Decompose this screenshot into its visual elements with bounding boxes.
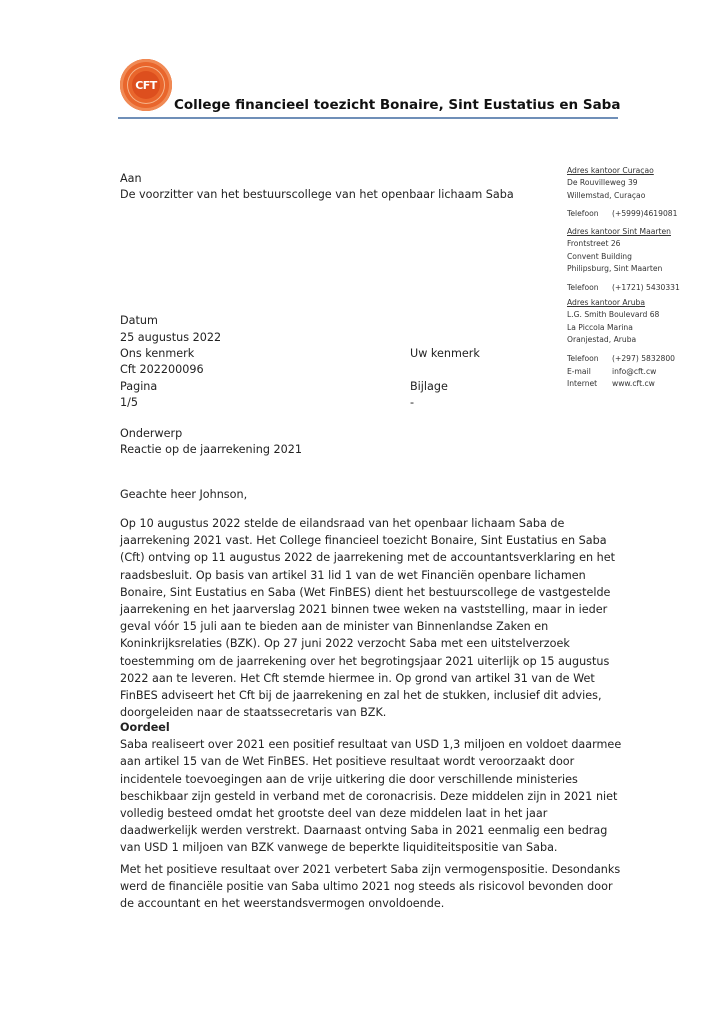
office-address-line: De Rouvilleweg 39 [567,178,638,188]
subject-label: Onderwerp [120,427,183,440]
office-address-line: Frontstreet 26 [567,239,621,249]
attachment-label: Bijlage [410,380,448,393]
office-phone: (+5999)4619081 [612,209,678,219]
cft-logo-text: CFT [132,71,160,99]
phone-label: Telefoon [567,353,599,363]
date-label: Datum [120,314,158,327]
phone-label: Telefoon [567,209,599,219]
oordeel-text: Saba realiseert over 2021 een positief resultaat van USD 1,3 miljoen en voldoet daarmee aan artikel 15 van de Wet FinBES. Het positieve resultaat wordt veroorzaakt door incidentele toevoegingen aan de vrije uitkering die door verschillende ministeries beschikbaar zijn gesteld in verband met de coronacrisis. Deze middelen zijn in 2021 niet volledig besteed omdat het grootste deel van deze middelen laat in het jaar daadwerkelijk werden verstrekt. Daarnaast ontving Saba in 2021 eenmalig een bedrag van USD 1 miljoen van BZK vanwege de beperkte liquiditeitspositie van Saba. [120,738,622,855]
intro-paragraph [120,515,625,721]
position-text: Met het positieve resultaat over 2021 verbetert Saba zijn vermogenspositie. Desondanks werd de financiële positie van Saba ultimo 2021 nog steeds als risicovol bevonden door de accountant en het weerstandsvermogen onvoldoende. [120,863,621,911]
salutation: Geachte heer Johnson, [120,488,248,501]
oordeel-heading: Oordeel [120,721,170,734]
office-phone: (+1721) 5430331 [612,282,680,292]
office-title: Adres kantoor Aruba [567,298,646,307]
office-title: Adres kantoor Sint Maarten [567,227,671,236]
attachment-value: - [410,396,415,409]
our-reference-label: Ons kenmerk [120,347,195,360]
office-address-line: Philipsburg, Sint Maarten [567,264,663,274]
cft-logo [120,59,172,111]
office-sint-maarten [567,226,680,294]
office-address-line: Oranjestad, Aruba [567,335,637,345]
position-paragraph [120,861,625,913]
office-address-line: Willemstad, Curaçao [567,190,646,200]
office-address-line: L.G. Smith Boulevard 68 [567,310,660,320]
office-phone: (+297) 5832800 [612,353,676,363]
internet-label: Internet [567,379,598,389]
email-link[interactable]: info@cft.cw [612,367,657,376]
addressee-name: De voorzitter van het bestuurscollege van het openbaar lichaam Saba [120,188,514,201]
office-aruba [567,297,675,365]
phone-label: Telefoon [567,282,599,292]
office-address-line: La Piccola Marina [567,322,633,332]
office-curacao [567,165,677,221]
header-divider [118,117,618,119]
office-title: Adres kantoor Curaçao [567,166,654,175]
email-label: E-mail [567,367,591,376]
intro-text: Op 10 augustus 2022 stelde de eilandsraad van het openbaar lichaam Saba de jaarrekening 2021 vast. Het College financieel toezicht Bonaire, Sint Eustatius en Saba (Cft) ontving op 11 augustus 2022 de jaarrekening met de accountantsverklaring en het raadsbesluit. Op basis van artikel 31 lid 1 van de wet Financiën openbare lichamen Bonaire, Sint Eustatius en Saba (Wet FinBES) dient het bestuurscollege de vastgestelde jaarrekening en het jaarverslag 2021 binnen twee weken na vaststelling, maar in ieder geval vóór 15 juli aan te bieden aan de minister van Binnenlandse Zaken en Koninkrijksrelaties (BZK). Op 27 juni 2022 verzocht Saba met een uitstelverzoek toestemming om de jaarrekening over het begrotingsjaar 2021 uiterlijk op 15 augustus 2022 aan te leveren. Het Cft stemde hiermee in. Op grond van artikel 31 van de Wet FinBES adviseert het Cft bij de jaarrekening en zal het de stukken, inclusief dit advies, doorgeleiden naar de staatssecretaris van BZK. [120,517,615,720]
our-reference-value: Cft 202200096 [120,363,204,376]
page-label: Pagina [120,380,158,393]
subject-value: Reactie op de jaarrekening 2021 [120,443,302,456]
organization-title: College financieel toezicht Bonaire, Sint Eustatius en Saba [174,97,621,113]
website-link[interactable]: www.cft.cw [612,379,655,389]
contact-info [567,366,656,391]
page-value: 1/5 [120,396,139,409]
your-reference-label: Uw kenmerk [410,347,480,360]
addressee-label: Aan [120,172,142,185]
date-value: 25 augustus 2022 [120,331,222,344]
oordeel-section [120,719,625,857]
office-address-line: Convent Building [567,251,632,261]
